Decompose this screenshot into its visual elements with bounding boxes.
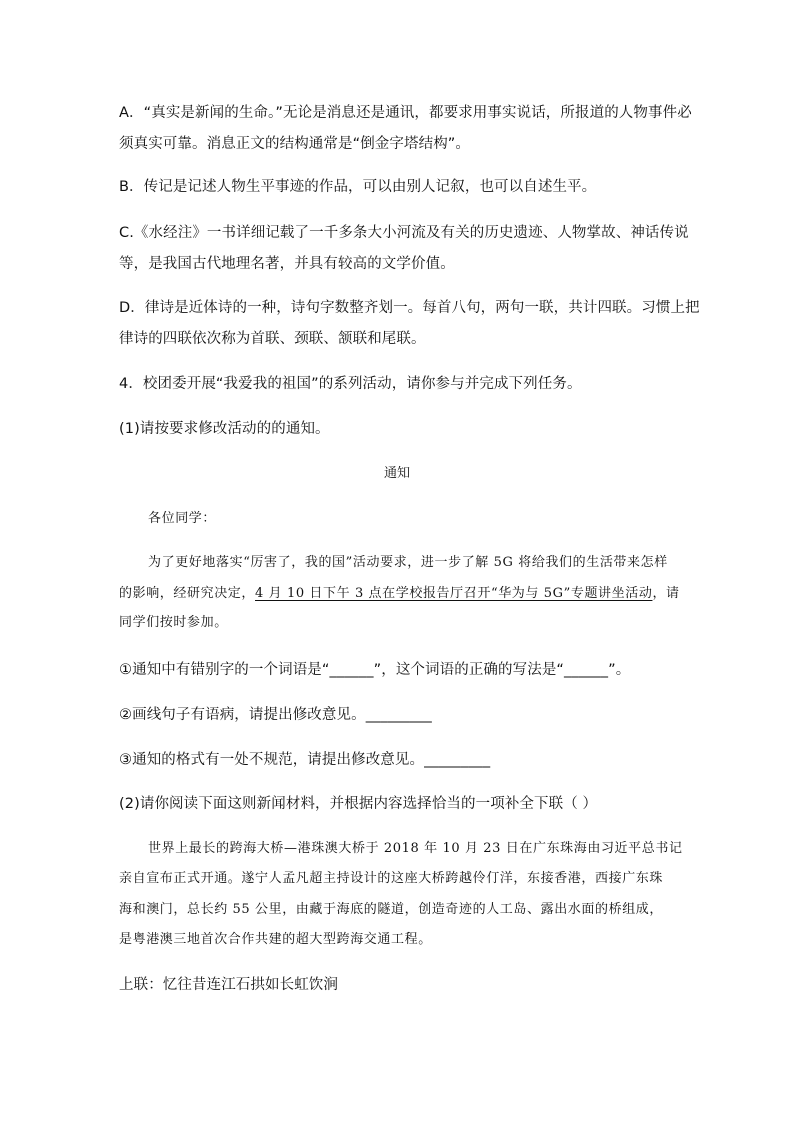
part-1-prompt: (1)请按要求修改活动的的通知。 (119, 421, 330, 437)
option-b-line-1: B．传记是记述人物生平事迹的作品，可以由别人记叙，也可以自述生平。 (119, 179, 597, 195)
notice-body-line-1: 为了更好地落实“厉害了，我的国”活动要求，进一步了解 5G 将给我们的生活带来怎样 (148, 555, 668, 570)
option-c-line-1: C.《水经注》一书详细记载了一千多条大小河流及有关的历史遗迹、人物掌故、神话传说 (119, 225, 689, 241)
sub-question-1: ①通知中有错别字的一个词语是“______”，这个词语的正确的写法是“______”。 (119, 662, 631, 678)
underlined-sentence: 4 月 10 日下午 3 点在学校报告厅召开“华为与 5G”专题讲坐活动 (255, 586, 653, 601)
news-line-4: 是粤港澳三地首次合作共建的超大型跨海交通工程。 (119, 932, 432, 947)
part-2-prompt: (2)请你阅读下面这则新闻材料，并根据内容选择恰当的一项补全下联（ ） (119, 796, 598, 812)
option-c-line-2: 等，是我国古代地理名著，并具有较高的文学价值。 (119, 256, 455, 272)
notice-body-line-3: 同学们按时参加。 (119, 615, 228, 630)
notice-title: 通知 (383, 466, 410, 481)
notice-body-line-2 (119, 584, 680, 604)
news-line-2: 亲自宣布正式开通。遂宁人孟凡超主持设计的这座大桥跨越伶仃洋，东接香港，西接广东珠 (119, 871, 664, 886)
notice-body-line-2-prefix: 的影响，经研究决定， (119, 586, 256, 601)
sub-question-3: ③通知的格式有一处不规范，请提出修改意见。_________ (119, 752, 491, 768)
option-a-line-2: 须真实可靠。消息正文的结构通常是“倒金字塔结构”。 (119, 136, 471, 152)
notice-body-line-2-suffix: ，请 (652, 586, 680, 601)
couplet-upper-line: 上联：忆往昔连江石拱如长虹饮涧 (119, 977, 338, 993)
option-d-line-1: D．律诗是近体诗的一种，诗句字数整齐划一。每首八句，两句一联，共计四联。习惯上把 (119, 300, 700, 316)
news-line-1: 世界上最长的跨海大桥—港珠澳大桥于 2018 年 10 月 23 日在广东珠海由习近平总书记 (148, 841, 683, 856)
option-a-line-1: A．“真实是新闻的生命。”无论是消息还是通讯，都要求用事实说话，所报道的人物事件必 (119, 105, 692, 121)
sub-question-2: ②画线句子有语病，请提出修改意见。_________ (119, 707, 432, 723)
news-line-3: 海和澳门，总长约 55 公里，由藏于海底的隧道，创造奇迹的人工岛、露出水面的桥组成， (119, 902, 664, 917)
notice-greeting: 各位同学： (148, 511, 217, 526)
question-4: 4．校团委开展“我爱我的祖国”的系列活动，请你参与并完成下列任务。 (119, 376, 582, 392)
option-d-line-2: 律诗的四联依次称为首联、颈联、颔联和尾联。 (119, 331, 426, 347)
